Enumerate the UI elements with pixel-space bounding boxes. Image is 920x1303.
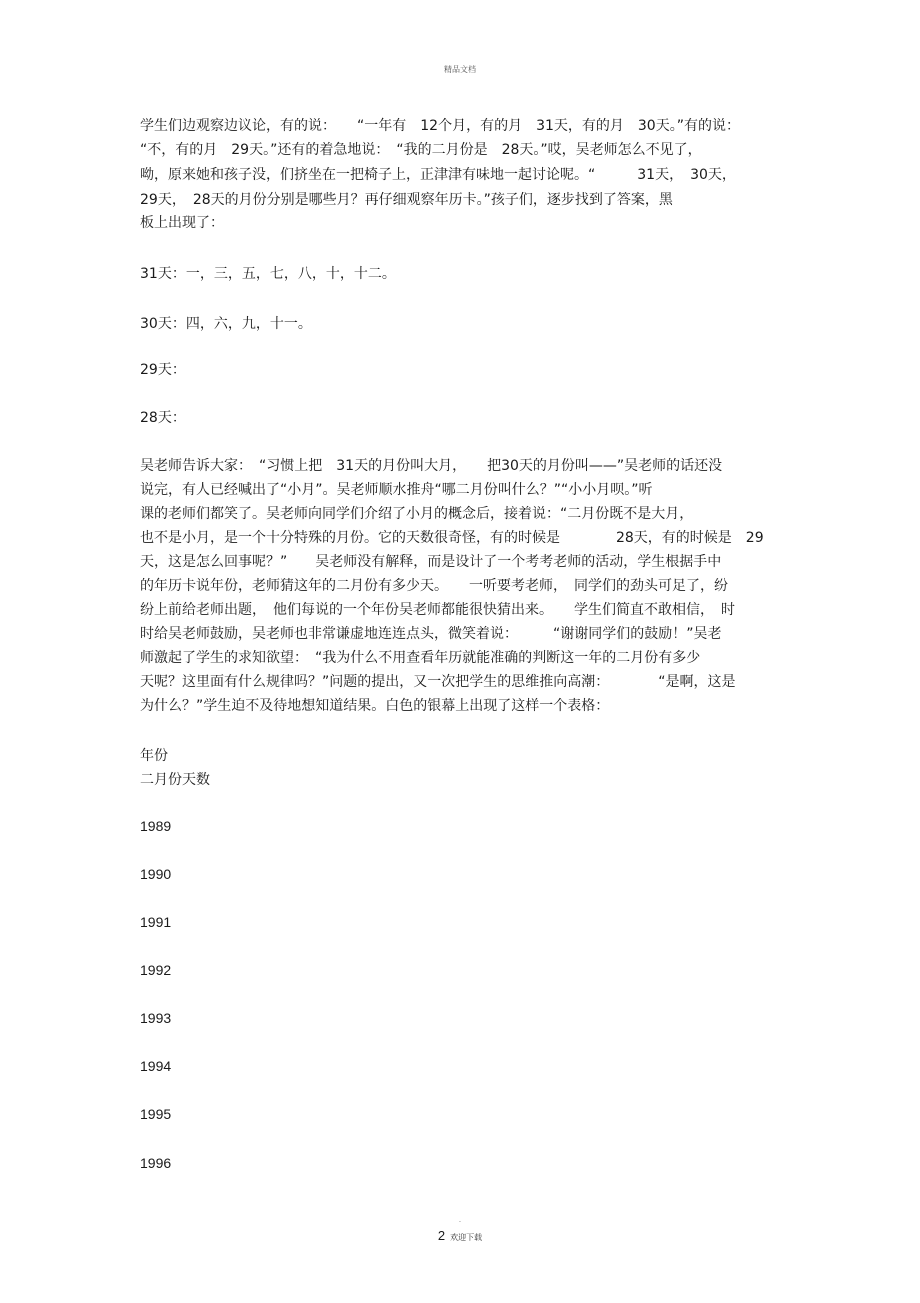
- paragraph-line: 也不是小月，是一个十分特殊的月份。它的天数很奇怪，有的时候是 28天，有的时候是 29: [140, 530, 764, 546]
- footer-text: 欢迎下载: [450, 1233, 483, 1242]
- month-list-30: 30天：四，六，九，十一。: [140, 316, 312, 332]
- footer-dot: -: [458, 1218, 462, 1225]
- paragraph-line: 学生们边观察边议论，有的说： “一年有 12个月，有的月 31天，有的月 30天。”有的说：: [140, 118, 740, 134]
- paragraph-line: 说完，有人已经喊出了“小月”。吴老师顺水推舟“哪二月份叫什么？”“小小月呗。”听: [140, 482, 653, 498]
- paragraph-line: 呦，原来她和孩子没，们挤坐在一把椅子上，正津津有味地一起讨论呢。“ 31天， 30天，: [140, 167, 736, 183]
- table-row-year: 1989: [140, 818, 172, 834]
- paragraph-line: 的年历卡说年份，老师猜这年的二月份有多少天。 一听要考老师， 同学们的劲头可足了，纷: [140, 578, 728, 594]
- table-row-year: 1995: [140, 1106, 172, 1122]
- paragraph-line: 课的老师们都笑了。吴老师向同学们介绍了小月的概念后，接着说：“二月份既不是大月，: [140, 506, 694, 522]
- paragraph-line: 纷上前给老师出题， 他们每说的一个年份吴老师都能很快猜出来。 学生们简直不敢相信， 时: [140, 602, 735, 618]
- paragraph-line: “不，有的月 29天。”还有的着急地说： “我的二月份是 28天。”哎，吴老师怎么不见了，: [140, 142, 702, 158]
- paragraph-line: 板上出现了：: [140, 215, 224, 231]
- page-header: 精品文档: [444, 65, 476, 74]
- table-header-days: 二月份天数: [140, 772, 210, 788]
- month-list-31: 31天：一，三，五，七，八，十，十二。: [140, 266, 396, 282]
- page-footer: [0, 1219, 920, 1244]
- paragraph-line: 吴老师告诉大家： “习惯上把 31天的月份叫大月， 把30天的月份叫——”吴老师的话还没: [140, 458, 723, 474]
- paragraph-line: 师激起了学生的求知欲望： “我为什么不用查看年历就能准确的判断这一年的二月份有多少: [140, 650, 701, 666]
- table-row-year: 1991: [140, 914, 172, 930]
- table-row-year: 1992: [140, 962, 172, 978]
- month-list-29: 29天：: [140, 362, 186, 378]
- table-row-year: 1990: [140, 866, 172, 882]
- table-row-year: 1993: [140, 1010, 172, 1026]
- paragraph-line: 为什么？”学生迫不及待地想知道结果。白色的银幕上出现了这样一个表格：: [140, 698, 610, 714]
- page-number: 2: [437, 1228, 446, 1243]
- month-list-28: 28天：: [140, 410, 186, 426]
- paragraph-line: 天呢？这里面有什么规律吗？”问题的提出，又一次把学生的思维推向高潮： “是啊，这是: [140, 674, 736, 690]
- paragraph-line: 29天， 28天的月份分别是哪些月？再仔细观察年历卡。”孩子们，逐步找到了答案，黑: [140, 192, 673, 208]
- paragraph-line: 天，这是怎么回事呢？” 吴老师没有解释，而是设计了一个考考老师的活动，学生根据手中: [140, 554, 722, 570]
- table-row-year: 1996: [140, 1155, 172, 1171]
- table-row-year: 1994: [140, 1058, 172, 1074]
- table-header-year: 年份: [140, 748, 168, 764]
- paragraph-line: 时给吴老师鼓励，吴老师也非常谦虚地连连点头，微笑着说： “谢谢同学们的鼓励！”吴老: [140, 626, 722, 642]
